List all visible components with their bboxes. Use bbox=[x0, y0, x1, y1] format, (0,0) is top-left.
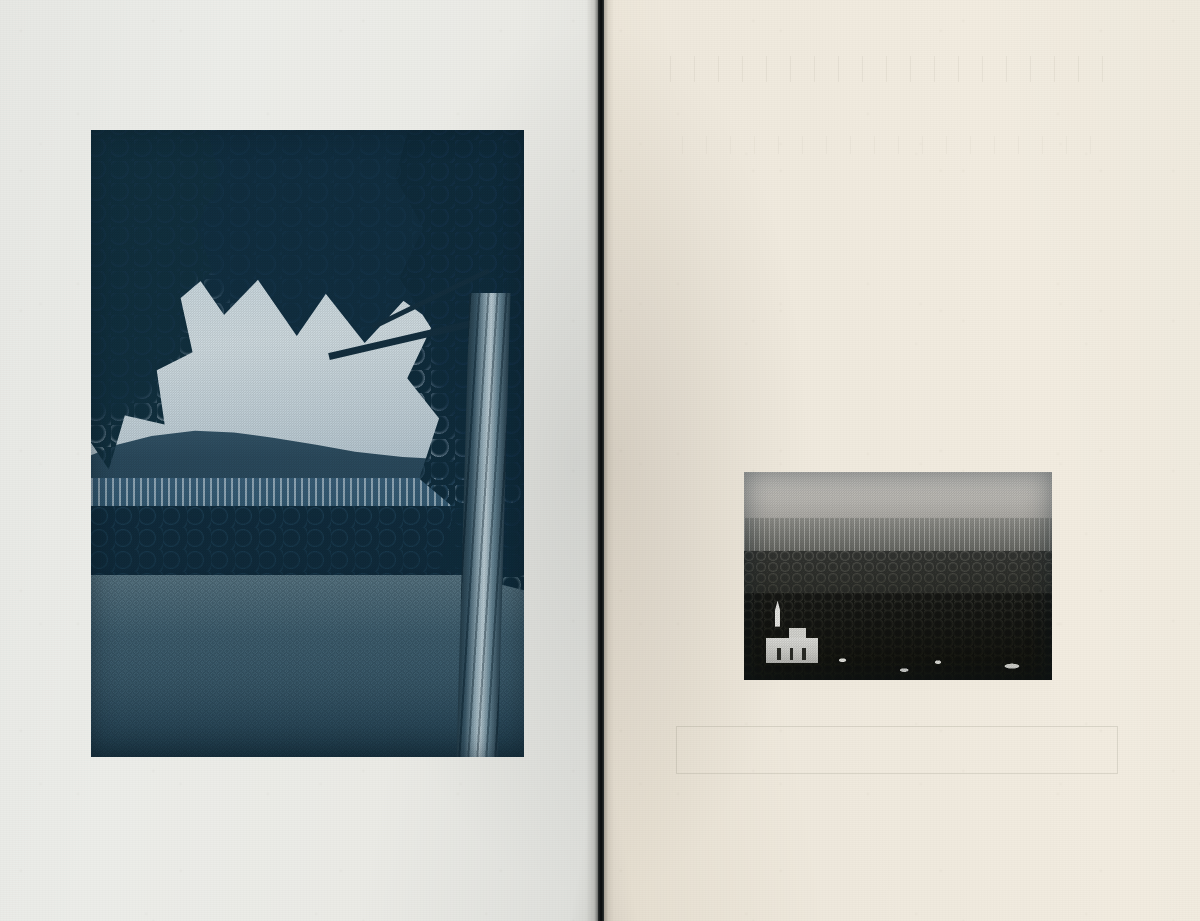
right-page bbox=[600, 0, 1200, 921]
book-gutter-core bbox=[598, 0, 604, 921]
photo2-highlights bbox=[744, 647, 1052, 680]
photo-haegen-road bbox=[91, 130, 524, 757]
paper-grain-right bbox=[600, 0, 1200, 921]
paper-fiber-right bbox=[600, 0, 1200, 921]
photo-hotel-saut-prince-charles bbox=[744, 472, 1052, 680]
